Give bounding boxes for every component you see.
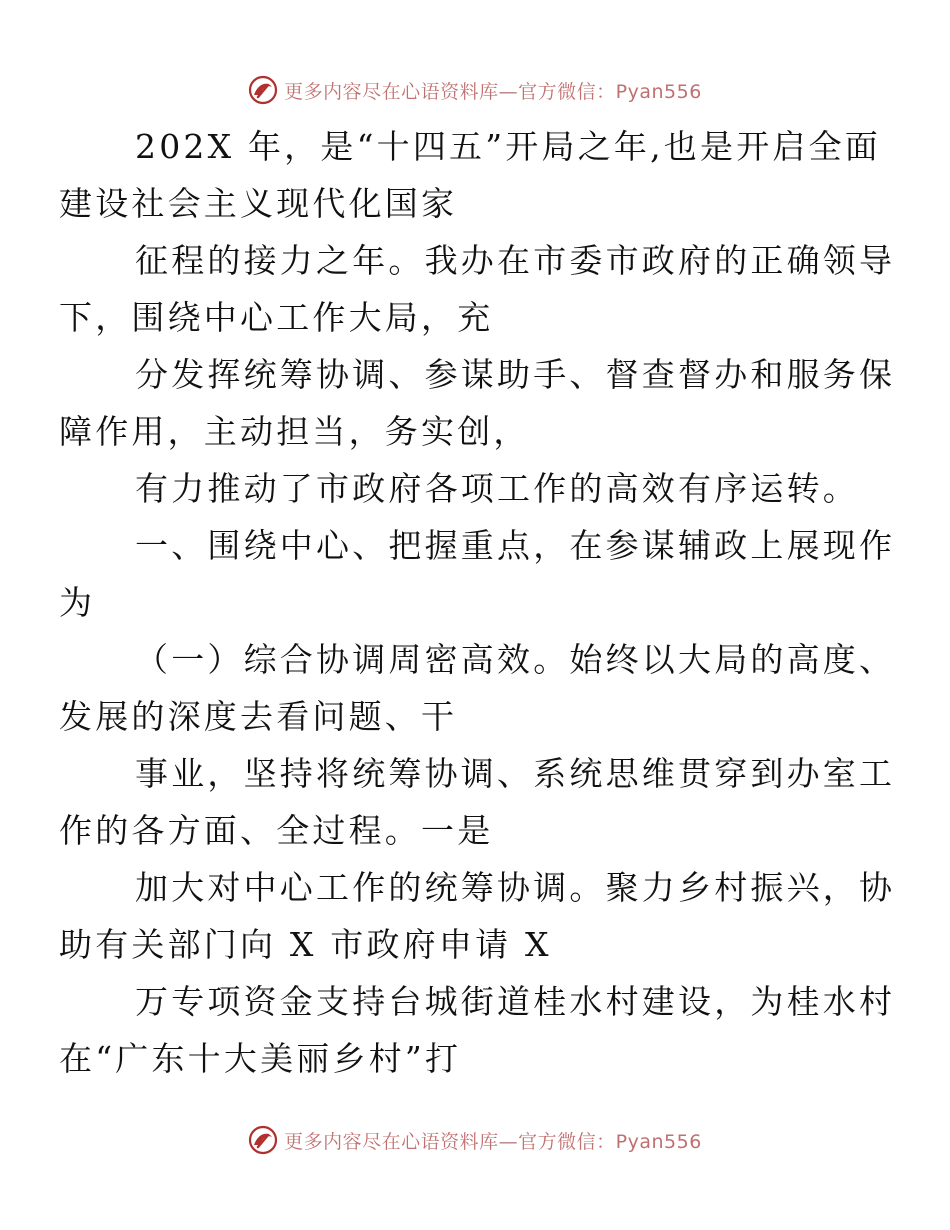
section-heading (59, 517, 896, 631)
paragraph (59, 118, 882, 232)
text-line: 有力推动了市政府各项工作的高效有序运转。 (135, 469, 859, 508)
text-line: （一）综合协调周密高效。始终以大局的高度、 (135, 640, 896, 679)
header-watermark (0, 70, 950, 110)
document-body (59, 118, 896, 1087)
text-line: 征程的接力之年。我办在市委市政府的正确领导 (135, 241, 896, 280)
text-line: 202X 年，是“十四五”开局之年,也是开启全面 (135, 127, 882, 166)
text-line: 障作用，主动担当，务实创， (59, 412, 530, 451)
red-swirl-logo-icon (248, 1125, 278, 1155)
paragraph (59, 631, 896, 745)
footer-watermark (0, 1120, 950, 1160)
paragraph (59, 232, 896, 346)
text-line: 在“广东十大美丽乡村”打 (59, 1039, 462, 1078)
text-line: 作的各方面、全过程。一是 (59, 811, 494, 850)
watermark-text: 更多内容尽在心语资料库—官方微信：Pyan556 (284, 1130, 702, 1153)
text-line: 分发挥统筹协调、参谋助手、督查督办和服务保 (135, 355, 896, 394)
text-line: 一、围绕中心、把握重点，在参谋辅政上展现作 (135, 526, 896, 565)
paragraph (59, 859, 896, 973)
red-swirl-logo-icon (248, 75, 278, 105)
text-line: 为 (59, 583, 96, 622)
text-line: 加大对中心工作的统筹协调。聚力乡村振兴，协 (135, 868, 896, 907)
text-line: 万专项资金支持台城街道桂水村建设，为桂水村 (135, 982, 896, 1021)
paragraph (59, 973, 896, 1087)
text-line: 建设社会主义现代化国家 (59, 184, 458, 223)
paragraph (59, 745, 896, 859)
text-line: 下，围绕中心工作大局，充 (59, 298, 494, 337)
watermark-text: 更多内容尽在心语资料库—官方微信：Pyan556 (284, 80, 702, 103)
text-line: 发展的深度去看问题、干 (59, 697, 458, 736)
text-line: 助有关部门向 X 市政府申请 X (59, 925, 552, 964)
paragraph (97, 460, 857, 517)
paragraph (59, 346, 896, 460)
text-line: 事业，坚持将统筹协调、系统思维贯穿到办室工 (135, 754, 896, 793)
